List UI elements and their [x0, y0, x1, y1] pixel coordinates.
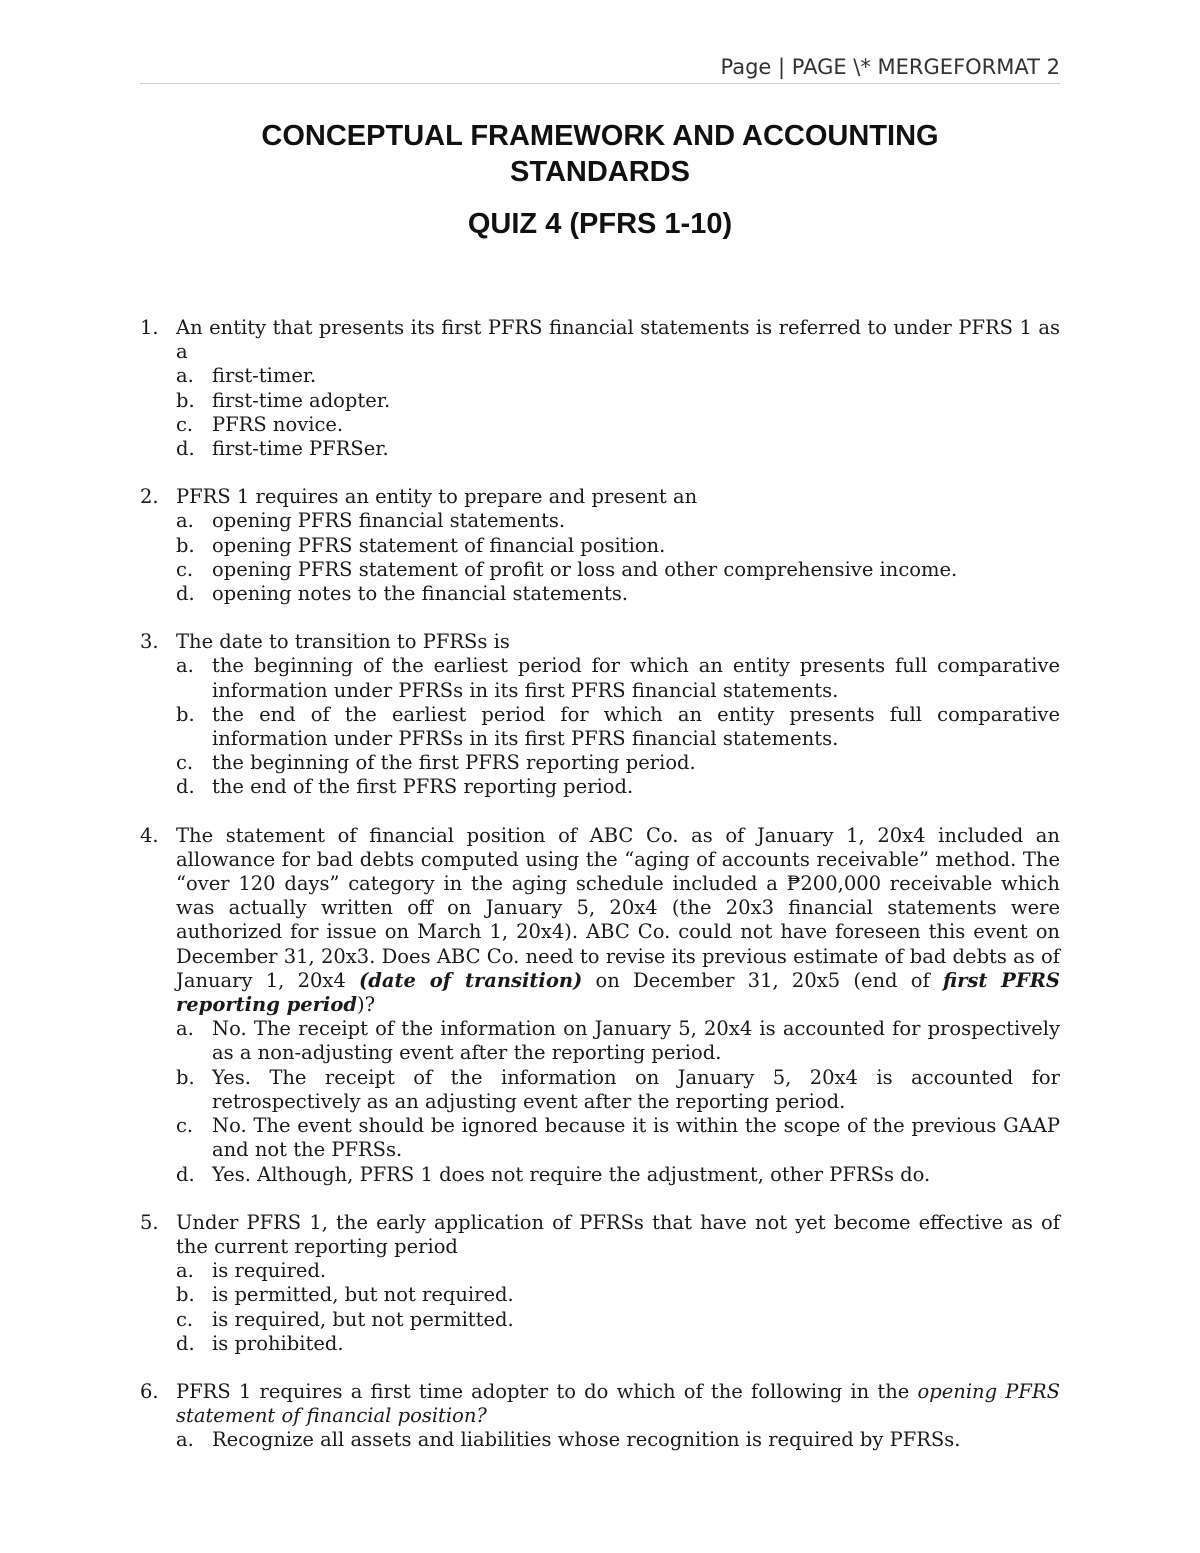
- option-letter: d.: [176, 775, 195, 799]
- option-b: [176, 703, 1060, 751]
- option-letter: b.: [176, 533, 195, 557]
- option-a: [176, 364, 1060, 388]
- document-title: [140, 118, 1060, 190]
- option-text: is required, but not permitted.: [212, 1307, 514, 1331]
- question-text-emphasis: (date of transition): [359, 968, 583, 992]
- question-text-part: )?: [356, 993, 376, 1017]
- question-text: PFRS 1 requires an entity to prepare and present an: [176, 485, 698, 509]
- option-letter: a.: [176, 509, 194, 533]
- question-text: Under PFRS 1, the early application of PFRSs that have not yet become effective as of the current reporting period: [176, 1210, 1060, 1258]
- option-text: is required.: [212, 1259, 327, 1283]
- option-letter: d.: [176, 1331, 195, 1355]
- question-number: 2.: [140, 485, 159, 509]
- option-text: is prohibited.: [212, 1331, 344, 1355]
- option-letter: b.: [176, 388, 195, 412]
- quiz-title: QUIZ 4 (PFRS 1-10): [467, 208, 733, 240]
- option-letter: c.: [176, 751, 194, 775]
- option-text: opening PFRS financial statements.: [212, 509, 566, 533]
- option-text: first-time adopter.: [212, 388, 391, 412]
- question-text: The date to transition to PFRSs is: [176, 630, 510, 654]
- option-text: the beginning of the first PFRS reporting period.: [212, 751, 696, 775]
- question-text-part: PFRS 1 requires a first time adopter to do which of the following in the: [176, 1379, 918, 1403]
- option-letter: c.: [176, 557, 194, 581]
- option-letter: b.: [176, 1065, 195, 1089]
- option-b: [176, 1066, 1060, 1114]
- option-text: Yes. Although, PFRS 1 does not require the adjustment, other PFRSs do.: [212, 1162, 931, 1186]
- question-number: 6.: [140, 1379, 159, 1403]
- question-text-part: The statement of financial position of ABC Co. as of January 1, 20x4 included an allowance for bad debts computed using the “aging of accounts receivable” method. The “over 120 days” category in the aging schedule included a ₱200,000 receivable which was actually written off on January 5, 20x4 (the 20x3 financial statements were authorized for issue on March 1, 20x4). ABC Co. could not have foreseen this event on December 31, 20x3. Does ABC Co. need to revise its previous estimate of bad debts as of January 1, 20x4: [176, 823, 1060, 992]
- option-text: opening PFRS statement of financial position.: [212, 533, 666, 557]
- question-number: 3.: [140, 630, 159, 654]
- option-a: [176, 1428, 1060, 1452]
- option-text: the end of the first PFRS reporting period.: [212, 775, 634, 799]
- question-5: [140, 1211, 1060, 1356]
- option-text: the beginning of the earliest period for which an entity presents full comparative information under PFRSs in its first PFRS financial statements.: [212, 654, 1060, 702]
- option-letter: d.: [176, 582, 195, 606]
- option-letter: b.: [176, 1283, 195, 1307]
- question-text-emphasis: first PFRS reporting period: [176, 968, 1060, 1017]
- option-text: No. The receipt of the information on January 5, 20x4 is accounted for prospectively as a non-adjusting event after the reporting period.: [212, 1017, 1060, 1065]
- option-c: [176, 751, 1060, 775]
- question-number: 5.: [140, 1210, 159, 1234]
- option-text: opening notes to the financial statements.: [212, 582, 629, 606]
- question-number: 1.: [140, 316, 159, 339]
- option-b: [176, 1283, 1060, 1307]
- option-text: Yes. The receipt of the information on January 5, 20x4 is accounted for retrospectively as an adjusting event after the reporting period.: [212, 1065, 1060, 1113]
- option-letter: d.: [176, 1162, 195, 1186]
- option-letter: c.: [176, 1114, 194, 1138]
- title-line-2: STANDARDS: [510, 156, 690, 188]
- option-letter: d.: [176, 437, 195, 461]
- option-d: [176, 775, 1060, 799]
- option-c: [176, 558, 1060, 582]
- option-letter: b.: [176, 702, 195, 726]
- page-header: [140, 55, 1060, 84]
- question-4: [140, 824, 1060, 1187]
- option-text: opening PFRS statement of profit or loss and other comprehensive income.: [212, 557, 958, 581]
- question-number: 4.: [140, 823, 159, 847]
- option-text: PFRS novice.: [212, 412, 344, 436]
- option-d: [176, 582, 1060, 606]
- option-text: Recognize all assets and liabilities whose recognition is required by PFRSs.: [212, 1428, 961, 1452]
- question-text-part: on December 31, 20x5 (end of: [582, 968, 943, 992]
- question-2: [140, 485, 1060, 606]
- option-d: [176, 437, 1060, 461]
- question-text: An entity that presents its first PFRS financial statements is referred to under PFRS 1 as a: [176, 316, 1060, 364]
- question-3: [140, 630, 1060, 799]
- question-list: [140, 316, 1060, 1477]
- title-line-1: CONCEPTUAL FRAMEWORK AND ACCOUNTING: [261, 120, 939, 152]
- question-1: [140, 316, 1060, 461]
- option-b: [176, 389, 1060, 413]
- option-c: [176, 1114, 1060, 1162]
- option-text: No. The event should be ignored because it is within the scope of the previous GAAP and not the PFRSs.: [212, 1114, 1060, 1162]
- option-text: first-timer.: [212, 364, 317, 388]
- option-a: [176, 509, 1060, 533]
- option-letter: a.: [176, 1259, 194, 1283]
- option-letter: a.: [176, 1428, 194, 1452]
- option-d: [176, 1332, 1060, 1356]
- page-number-field: Page | PAGE \* MERGEFORMAT 2: [720, 55, 1060, 79]
- option-a: [176, 1259, 1060, 1283]
- option-a: [176, 1017, 1060, 1065]
- option-letter: a.: [176, 364, 194, 388]
- option-text: is permitted, but not required.: [212, 1283, 514, 1307]
- question-text: [176, 824, 1060, 1018]
- option-c: [176, 413, 1060, 437]
- option-c: [176, 1308, 1060, 1332]
- option-letter: a.: [176, 654, 194, 678]
- option-text: the end of the earliest period for which an entity presents full comparative information under PFRSs in its first PFRS financial statements.: [212, 702, 1060, 751]
- question-text-emphasis: opening PFRS statement of financial position?: [176, 1379, 1060, 1428]
- option-letter: c.: [176, 1307, 194, 1331]
- question-6: [140, 1380, 1060, 1453]
- option-letter: c.: [176, 412, 194, 436]
- option-text: first-time PFRSer.: [212, 437, 389, 461]
- option-d: [176, 1163, 1060, 1187]
- question-text: [176, 1380, 1060, 1428]
- option-letter: a.: [176, 1017, 194, 1041]
- option-a: [176, 654, 1060, 702]
- option-b: [176, 534, 1060, 558]
